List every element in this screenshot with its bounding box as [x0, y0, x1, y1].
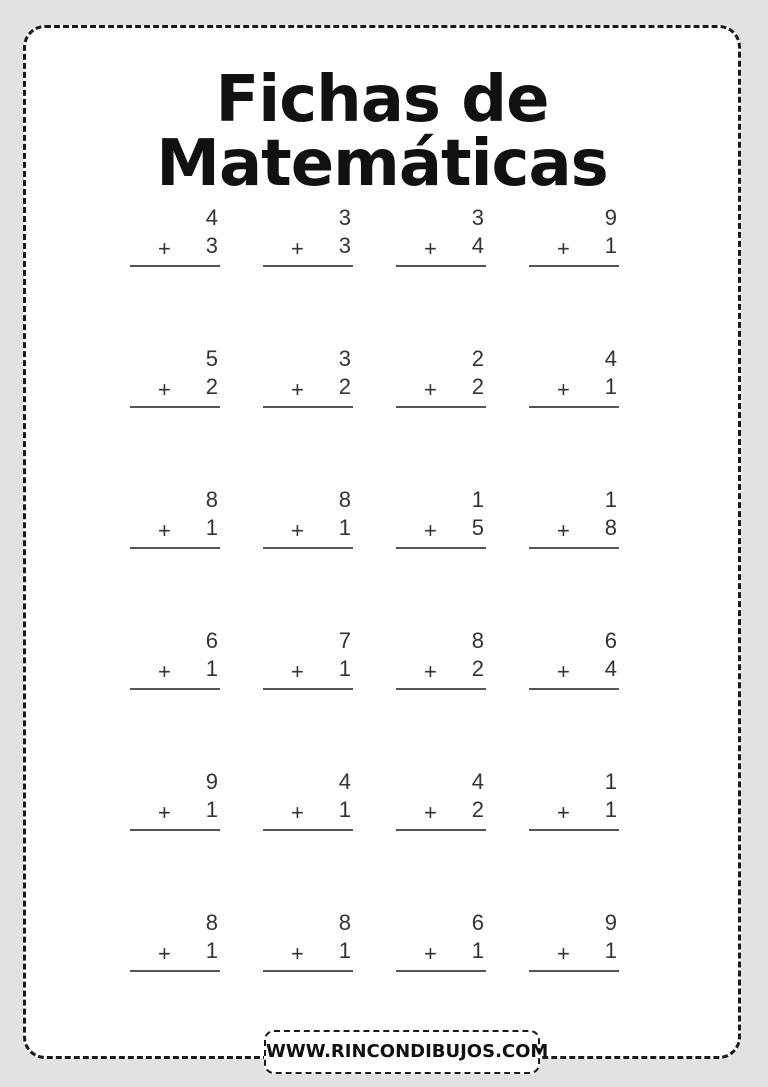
- top-number: 9: [205, 769, 218, 794]
- plus-sign: +: [291, 518, 304, 543]
- addition-problem: [130, 910, 220, 976]
- top-number: 8: [205, 910, 218, 935]
- answer-line: [529, 265, 619, 267]
- bottom-number: 1: [604, 233, 617, 258]
- top-number: 2: [471, 346, 484, 371]
- website-footer: WWW.RINCONDIBUJOS.COM: [264, 1030, 540, 1074]
- addition-problem: [396, 628, 486, 694]
- top-number: 4: [471, 769, 484, 794]
- top-number: 1: [604, 769, 617, 794]
- plus-sign: +: [158, 800, 171, 825]
- bottom-number: 1: [604, 938, 617, 963]
- top-number: 1: [471, 487, 484, 512]
- addition-problem: [263, 769, 353, 835]
- addition-problem: [396, 487, 486, 553]
- plus-sign: +: [557, 659, 570, 684]
- bottom-number: 1: [205, 938, 218, 963]
- addition-problem: [529, 346, 619, 412]
- addition-problem: [529, 487, 619, 553]
- bottom-number: 5: [471, 515, 484, 540]
- answer-line: [396, 688, 486, 690]
- addition-problem: [130, 346, 220, 412]
- bottom-number: 2: [205, 374, 218, 399]
- top-number: 9: [604, 910, 617, 935]
- bottom-number: 3: [205, 233, 218, 258]
- plus-sign: +: [424, 941, 437, 966]
- answer-line: [263, 688, 353, 690]
- addition-problem: [529, 205, 619, 271]
- plus-sign: +: [424, 659, 437, 684]
- plus-sign: +: [291, 941, 304, 966]
- answer-line: [130, 547, 220, 549]
- bottom-number: 2: [471, 374, 484, 399]
- answer-line: [130, 970, 220, 972]
- bottom-number: 1: [205, 656, 218, 681]
- plus-sign: +: [291, 236, 304, 261]
- answer-line: [263, 265, 353, 267]
- top-number: 8: [338, 487, 351, 512]
- bottom-number: 1: [604, 797, 617, 822]
- answer-line: [396, 970, 486, 972]
- bottom-number: 4: [604, 656, 617, 681]
- bottom-number: 2: [471, 656, 484, 681]
- bottom-number: 1: [338, 656, 351, 681]
- bottom-number: 1: [205, 515, 218, 540]
- answer-line: [130, 688, 220, 690]
- top-number: 5: [205, 346, 218, 371]
- plus-sign: +: [291, 659, 304, 684]
- addition-problem: [396, 910, 486, 976]
- plus-sign: +: [557, 236, 570, 261]
- top-number: 1: [604, 487, 617, 512]
- answer-line: [529, 970, 619, 972]
- plus-sign: +: [291, 377, 304, 402]
- bottom-number: 1: [338, 797, 351, 822]
- top-number: 4: [338, 769, 351, 794]
- plus-sign: +: [557, 377, 570, 402]
- addition-problem: [130, 205, 220, 271]
- addition-problem: [263, 205, 353, 271]
- bottom-number: 8: [604, 515, 617, 540]
- answer-line: [263, 829, 353, 831]
- addition-problem: [263, 487, 353, 553]
- plus-sign: +: [424, 377, 437, 402]
- addition-problem: [396, 346, 486, 412]
- answer-line: [396, 829, 486, 831]
- answer-line: [396, 265, 486, 267]
- bottom-number: 1: [338, 515, 351, 540]
- addition-problem: [130, 628, 220, 694]
- answer-line: [263, 406, 353, 408]
- page-title: Fichas de Matemáticas: [156, 63, 608, 201]
- plus-sign: +: [557, 941, 570, 966]
- top-number: 4: [205, 205, 218, 230]
- top-number: 7: [338, 628, 351, 653]
- answer-line: [396, 547, 486, 549]
- plus-sign: +: [291, 800, 304, 825]
- top-number: 6: [205, 628, 218, 653]
- bottom-number: 4: [471, 233, 484, 258]
- plus-sign: +: [158, 236, 171, 261]
- bottom-number: 2: [471, 797, 484, 822]
- top-number: 6: [471, 910, 484, 935]
- addition-problem: [529, 628, 619, 694]
- addition-problem: [529, 910, 619, 976]
- answer-line: [263, 547, 353, 549]
- addition-problem: [130, 769, 220, 835]
- bottom-number: 1: [338, 938, 351, 963]
- bottom-number: 3: [338, 233, 351, 258]
- top-number: 8: [205, 487, 218, 512]
- answer-line: [396, 406, 486, 408]
- addition-problem: [263, 346, 353, 412]
- top-number: 4: [604, 346, 617, 371]
- addition-problem: [529, 769, 619, 835]
- answer-line: [529, 547, 619, 549]
- bottom-number: 1: [205, 797, 218, 822]
- addition-problem: [263, 628, 353, 694]
- top-number: 9: [604, 205, 617, 230]
- plus-sign: +: [158, 518, 171, 543]
- plus-sign: +: [557, 518, 570, 543]
- bottom-number: 1: [471, 938, 484, 963]
- top-number: 6: [604, 628, 617, 653]
- answer-line: [130, 406, 220, 408]
- bottom-number: 1: [604, 374, 617, 399]
- top-number: 3: [471, 205, 484, 230]
- plus-sign: +: [158, 377, 171, 402]
- top-number: 8: [471, 628, 484, 653]
- top-number: 3: [338, 205, 351, 230]
- plus-sign: +: [158, 941, 171, 966]
- answer-line: [529, 406, 619, 408]
- addition-problem: [396, 205, 486, 271]
- answer-line: [529, 829, 619, 831]
- top-number: 3: [338, 346, 351, 371]
- bottom-number: 2: [338, 374, 351, 399]
- plus-sign: +: [424, 800, 437, 825]
- top-number: 8: [338, 910, 351, 935]
- plus-sign: +: [424, 518, 437, 543]
- plus-sign: +: [158, 659, 171, 684]
- plus-sign: +: [557, 800, 570, 825]
- answer-line: [263, 970, 353, 972]
- answer-line: [529, 688, 619, 690]
- addition-problem: [396, 769, 486, 835]
- answer-line: [130, 265, 220, 267]
- answer-line: [130, 829, 220, 831]
- plus-sign: +: [424, 236, 437, 261]
- addition-problem: [263, 910, 353, 976]
- addition-problem: [130, 487, 220, 553]
